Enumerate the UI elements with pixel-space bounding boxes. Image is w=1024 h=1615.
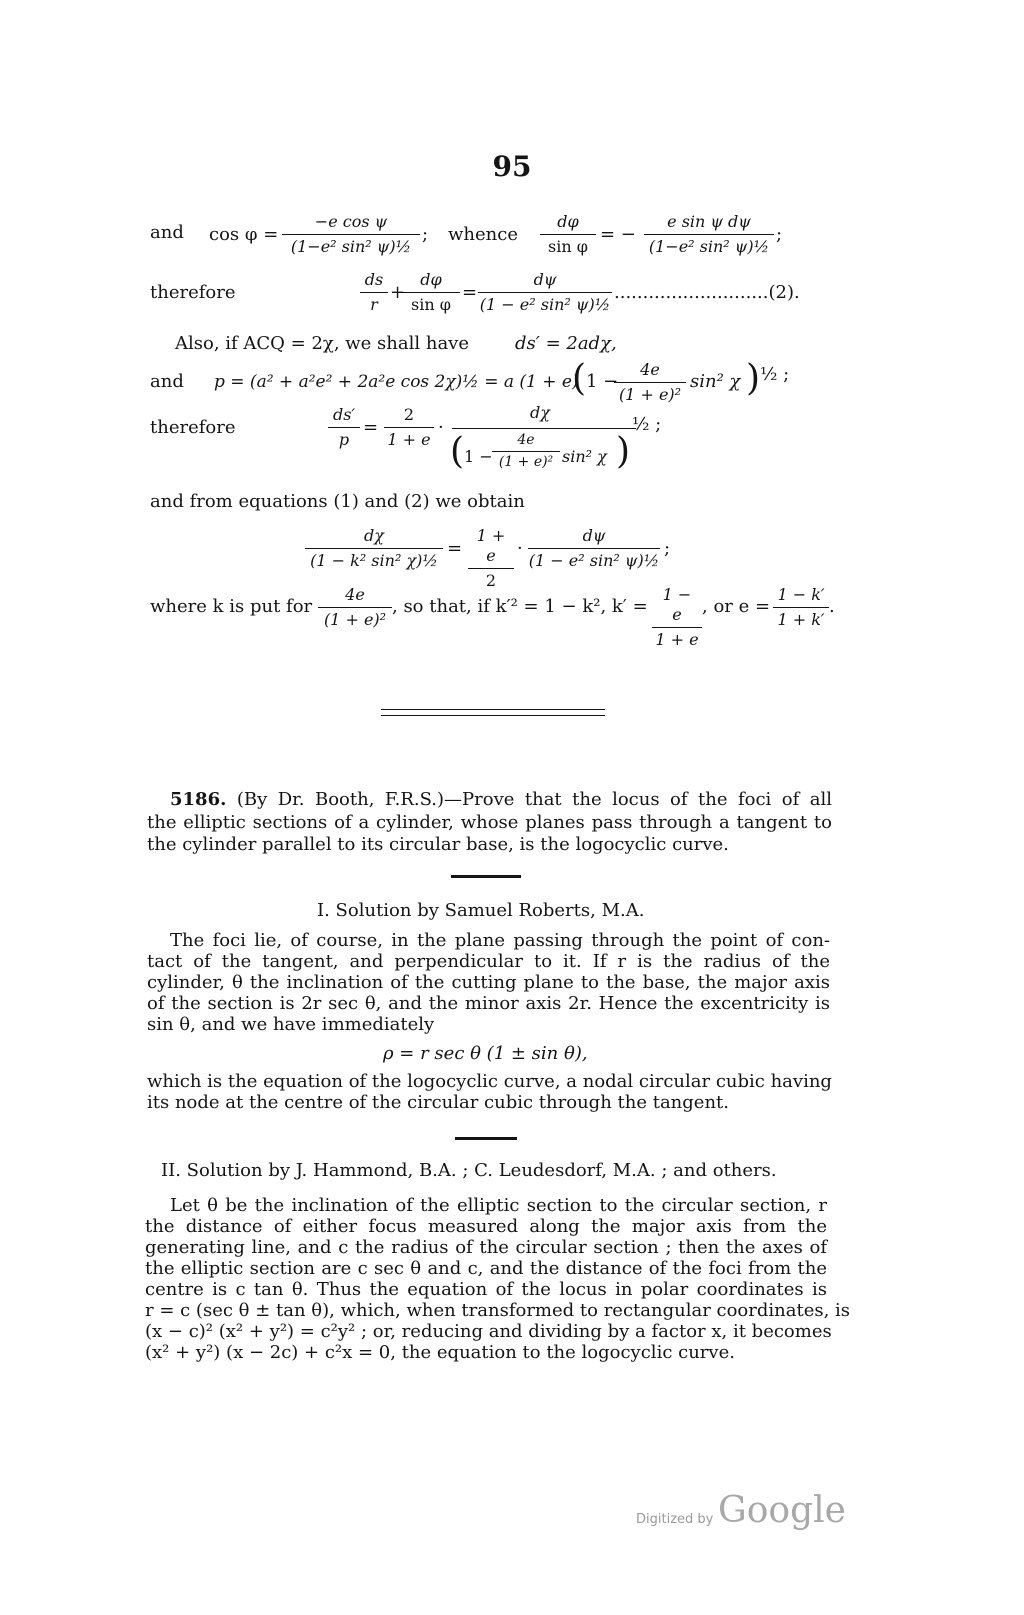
math-cos-phi: cos φ = (209, 224, 279, 245)
one-minus: 1 − (464, 447, 493, 466)
sin-chi: sin² χ (690, 371, 741, 392)
equals: = (363, 417, 379, 438)
question-line-1 (170, 789, 832, 811)
google-logo: Google (718, 1490, 846, 1531)
paren-open: ( (450, 431, 465, 472)
fraction-4e-k: $\frac{4e}{\text{(1 + e)²}}$ (318, 585, 392, 630)
text-also-acq: Also, if ACQ = 2χ, we shall have (175, 333, 469, 354)
fraction-4e: $\frac{4e}{\text{(1 + e)²}}$ (614, 360, 686, 405)
paren-open: ( (572, 358, 587, 399)
numerator-dchi: dχ (530, 403, 550, 422)
solution-2-line-1: Let θ be the inclination of the elliptic section to the circular section, r (170, 1195, 827, 1216)
short-rule-2 (455, 1137, 517, 1140)
separator-double-top (381, 709, 605, 710)
text-from-equations: and from equations (1) and (2) we obtain (150, 491, 525, 512)
text-where-k: where k is put for (150, 596, 313, 617)
one-minus: 1 − (586, 371, 619, 392)
equals: = (447, 538, 463, 559)
text-or-e: , or e = (702, 596, 771, 617)
solution-2-line-2: the distance of either focus measured along the major axis from the (145, 1216, 827, 1237)
word-whence: whence (448, 224, 518, 245)
word-therefore: therefore (150, 417, 236, 438)
exponent-half: ½ ; (760, 364, 790, 385)
sin-chi: sin² χ (562, 447, 607, 466)
fraction-dphi-sinphi: $\frac{d\varphi}{\text{sin φ}}$ (402, 270, 460, 315)
plus: + (390, 282, 406, 303)
fraction-dchi-k: $\frac{d\chi}{\text{(1 − k² sin² χ)½}}$ (305, 526, 443, 571)
solution-1-line-7: its node at the centre of the circular cubic through the tangent. (147, 1092, 729, 1113)
solution-1-line-3: cylinder, θ the inclination of the cutting plane to the base, the major axis (147, 972, 830, 993)
semicolon: ; (776, 224, 783, 245)
exponent-half: ½ ; (632, 414, 662, 435)
digitized-by-text: Digitized by (636, 1512, 714, 1527)
fraction-dpsi: $\frac{\text{e sin ψ dψ}}{\text{(1−e² sin² ψ)½}}$ (644, 212, 774, 257)
solution-1-line-5: sin θ, and we have immediately (147, 1014, 435, 1035)
paren-close: ) (616, 431, 631, 472)
fraction-1me-1pe: $\frac{1 - e}{1 + e}$ (652, 585, 702, 650)
solution-2-line-6: r = c (sec θ ± tan θ), which, when transformed to rectangular coordinates, is (145, 1300, 851, 1321)
fraction-cos-phi: $\frac{\text{−e cos ψ}}{\text{(1−e² sin² ψ)½}}$ (282, 212, 420, 257)
word-and: and (150, 222, 184, 243)
fraction-bar (452, 428, 636, 429)
separator-double-bottom (381, 715, 605, 716)
solution-1-line-2: tact of the tangent, and perpendicular to it. If r is the radius of the (147, 951, 830, 972)
solution-2-line-5: centre is c tan θ. Thus the equation of the locus in polar coordinates is (145, 1279, 827, 1300)
fraction-ds-p: $\frac{ds'}{p}$ (328, 405, 360, 450)
fraction-dpsi-3: $\frac{d\psi}{\text{(1 − e² sin² ψ)½}}$ (528, 526, 660, 570)
solution-1-line-4: of the section is 2r sec θ, and the minor axis 2r. Hence the excentricity is (147, 993, 830, 1014)
math-p-equals: p = (a² + a²e² + 2a²e cos 2χ)½ = a (1 + e) (214, 372, 579, 392)
period: . (829, 596, 835, 617)
text-so-that: , so that, if k′² = 1 − k², k′ = (392, 596, 648, 617)
math-ds-prime: ds′ = 2adχ, (515, 333, 617, 354)
semicolon: ; (664, 538, 671, 559)
equation-tag-2: ...........................(2). (614, 282, 800, 303)
word-and: and (150, 371, 184, 392)
question-text-1: (By Dr. Booth, F.R.S.)—Prove that the locus of the foci of all (236, 789, 832, 810)
solution-2-line-8: (x² + y²) (x − 2c) + c²x = 0, the equation to the logocyclic curve. (145, 1342, 735, 1363)
solution-2-heading: II. Solution by J. Hammond, B.A. ; C. Leudesdorf, M.A. ; and others. (161, 1160, 777, 1181)
solution-1-line-1: The foci lie, of course, in the plane passing through the point of con- (170, 930, 830, 951)
solution-2-line-7: (x − c)² (x² + y²) = c²y² ; or, reducing and dividing by a factor x, it becomes (145, 1321, 832, 1342)
fraction-dpsi-2: $\frac{d\psi}{\text{(1 − e² sin² ψ)½}}$ (479, 270, 611, 314)
fraction-1pe-2: $\frac{1 + e}{2}$ (468, 526, 514, 591)
equals: = (462, 282, 478, 303)
semicolon: ; (422, 224, 429, 245)
solution-1-equation: ρ = r sec θ (1 ± sin θ), (383, 1043, 588, 1064)
equals-minus: = − (600, 224, 636, 245)
question-line-2: the elliptic sections of a cylinder, whose planes pass through a tangent to (147, 812, 832, 833)
fraction-ds-r: $\frac{ds}{r}$ (360, 270, 388, 315)
question-line-3: the cylinder parallel to its circular base, is the logocyclic curve. (147, 834, 729, 855)
solution-1-line-6: which is the equation of the logocyclic curve, a nodal circular cubic having (147, 1071, 832, 1092)
fraction-4e-inner: $\frac{4e}{\text{(1 + e)²}}$ (492, 432, 560, 471)
solution-1-heading: I. Solution by Samuel Roberts, M.A. (317, 900, 645, 921)
question-number: 5186. (170, 789, 227, 810)
solution-2-line-4: the elliptic section are c sec θ and c, and the distance of the foci from the (145, 1258, 827, 1279)
fraction-2-over: $\frac{2}{1 + e}$ (384, 405, 434, 450)
paren-close: ) (746, 358, 761, 399)
page-number: 95 (492, 150, 532, 183)
fraction-1mk-1pk: $\frac{1 - k'}{1 + k'}$ (773, 585, 829, 630)
dot: · (438, 417, 444, 438)
short-rule-1 (451, 875, 521, 878)
dot: · (517, 538, 523, 559)
word-therefore: therefore (150, 282, 236, 303)
fraction-dphi: $\frac{d\varphi}{\text{sin φ}}$ (540, 212, 596, 257)
solution-2-line-3: generating line, and c the radius of the circular section ; then the axes of (145, 1237, 827, 1258)
